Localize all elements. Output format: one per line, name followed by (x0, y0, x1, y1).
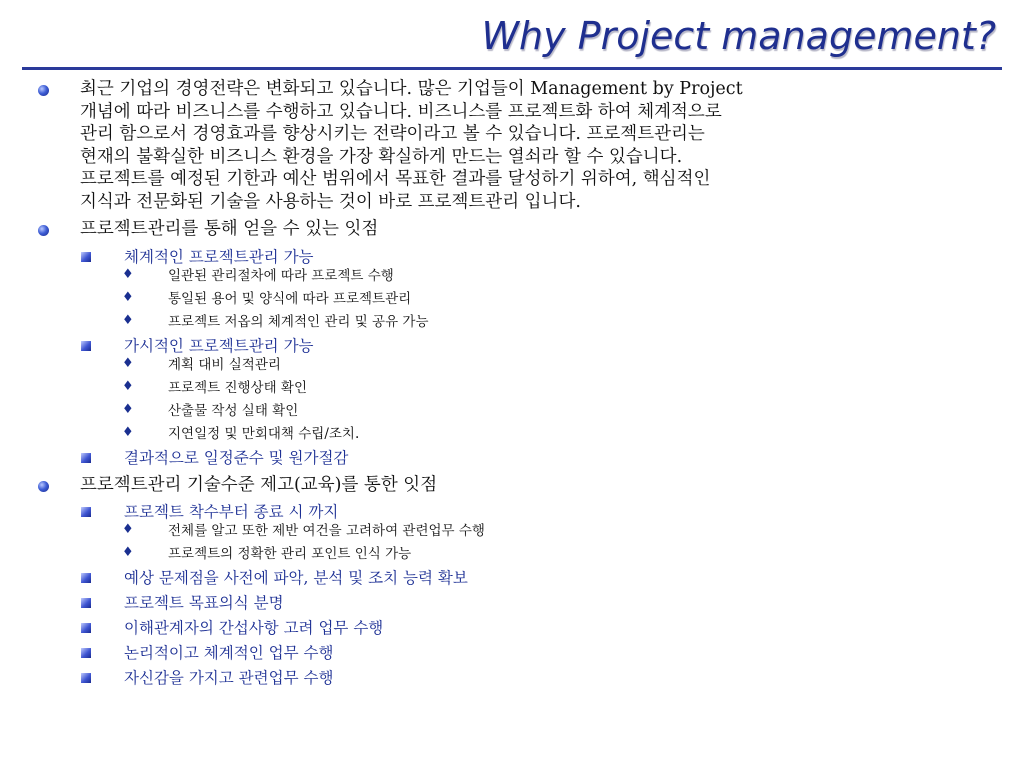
square-bullet-icon (81, 673, 91, 683)
sub-bullet-text: 이해관계자의 간섭사항 고려 업무 수행 (124, 619, 384, 637)
sub-sub-bullet (122, 522, 1024, 540)
intro-line: 개념에 따라 비즈니스를 수행하고 있습니다. 비즈니스를 프로젝트화 하여 체계적으로 (80, 101, 722, 122)
sub-bullet (124, 247, 1024, 267)
sub-sub-bullet (122, 355, 1024, 374)
item-text: 계획 대비 실적관리 (168, 356, 281, 373)
sub-bullet (124, 568, 1024, 588)
intro-line: 프로젝트를 예정된 기한과 예산 범위에서 목표한 결과를 달성하기 위하여, 핵심적인 (80, 169, 711, 189)
intro-line: 현재의 불확실한 비즈니스 환경을 가장 확실하게 만드는 열쇠라 할 수 있습니다. (80, 146, 683, 167)
sub-bullet-text: 체계적인 프로젝트관리 가능 (124, 247, 314, 266)
diamond-bullet-icon: ♦ (122, 522, 134, 537)
sub-bullet (124, 593, 1024, 613)
intro-line: 최근 기업의 경영전략은 변화되고 있습니다. 많은 기업들이 Management by Project (80, 79, 743, 99)
round-bullet-icon (38, 481, 49, 492)
sub-bullet-text: 프로젝트 목표의식 분명 (124, 594, 284, 612)
bullet-text: 프로젝트관리를 통해 얻을 수 있는 잇점 (80, 219, 379, 239)
square-bullet-icon (81, 507, 91, 517)
sub-sub-bullet (122, 312, 1024, 331)
round-bullet-icon (38, 85, 49, 96)
sub-sub-bullet (122, 378, 1024, 397)
sub-bullet (124, 618, 1024, 638)
sub-bullet-text: 프로젝트 착수부터 종료 시 까지 (124, 503, 339, 521)
sub-bullet (124, 448, 1024, 468)
item-text: 프로젝트의 정확한 관리 포인트 인식 가능 (168, 546, 412, 562)
square-bullet-icon (81, 623, 91, 633)
item-text: 통일된 용어 및 양식에 따라 프로젝트관리 (168, 290, 412, 307)
slide-title: Why Project management? (481, 14, 996, 58)
sub-bullet-text: 가시적인 프로젝트관리 가능 (124, 336, 314, 355)
diamond-bullet-icon: ♦ (122, 355, 134, 371)
round-bullet-icon (38, 225, 49, 236)
square-bullet-icon (81, 648, 91, 658)
sub-bullet-text: 자신감을 가지고 관련업무 수행 (124, 669, 334, 687)
title-underline (22, 67, 1002, 70)
diamond-bullet-icon: ♦ (122, 289, 134, 305)
item-text: 프로젝트 진행상태 확인 (168, 379, 307, 396)
sub-sub-bullet (122, 545, 1024, 563)
square-bullet-icon (81, 453, 91, 463)
bullet-text: 프로젝트관리 기술수준 제고(교육)를 통한 잇점 (80, 474, 438, 495)
diamond-bullet-icon: ♦ (122, 312, 134, 328)
sub-bullet-text: 예상 문제점을 사전에 파악, 분석 및 조치 능력 확보 (124, 569, 468, 587)
square-bullet-icon (81, 341, 91, 351)
square-bullet-icon (81, 598, 91, 608)
item-text: 일관된 관리절차에 따라 프로젝트 수행 (168, 267, 394, 284)
diamond-bullet-icon: ♦ (122, 266, 134, 282)
square-bullet-icon (81, 573, 91, 583)
diamond-bullet-icon: ♦ (122, 378, 134, 394)
square-bullet-icon (81, 252, 91, 262)
item-text: 산출물 작성 실태 확인 (168, 402, 299, 419)
item-text: 전체를 알고 또한 제반 여건을 고려하여 관련업무 수행 (168, 523, 485, 539)
diamond-bullet-icon: ♦ (122, 545, 134, 560)
sub-bullet (124, 502, 1024, 522)
sub-bullet (124, 668, 1024, 688)
item-text: 지연일정 및 만회대책 수립/조치. (168, 425, 360, 442)
sub-bullet-text: 논리적이고 체계적인 업무 수행 (124, 644, 334, 662)
item-text: 프로젝트 저옵의 체계적인 관리 및 공유 가능 (168, 313, 429, 330)
sub-sub-bullet (122, 424, 1024, 443)
sub-sub-bullet (122, 401, 1024, 420)
bullet-intro (80, 78, 965, 213)
diamond-bullet-icon: ♦ (122, 424, 134, 440)
diamond-bullet-icon: ♦ (122, 401, 134, 417)
intro-line: 관리 함으로서 경영효과를 향상시키는 전략이라고 볼 수 있습니다. 프로젝트관리는 (80, 124, 705, 144)
sub-bullet (124, 643, 1024, 663)
sub-bullet (124, 336, 1024, 356)
sub-sub-bullet (122, 266, 1024, 285)
bullet-training (80, 474, 965, 497)
bullet-benefits (80, 218, 965, 241)
sub-bullet-text: 결과적으로 일정준수 및 원가절감 (124, 448, 349, 467)
sub-sub-bullet (122, 289, 1024, 308)
intro-line: 지식과 전문화된 기술을 사용하는 것이 바로 프로젝트관리 입니다. (80, 191, 581, 212)
slide-body (0, 78, 1024, 688)
